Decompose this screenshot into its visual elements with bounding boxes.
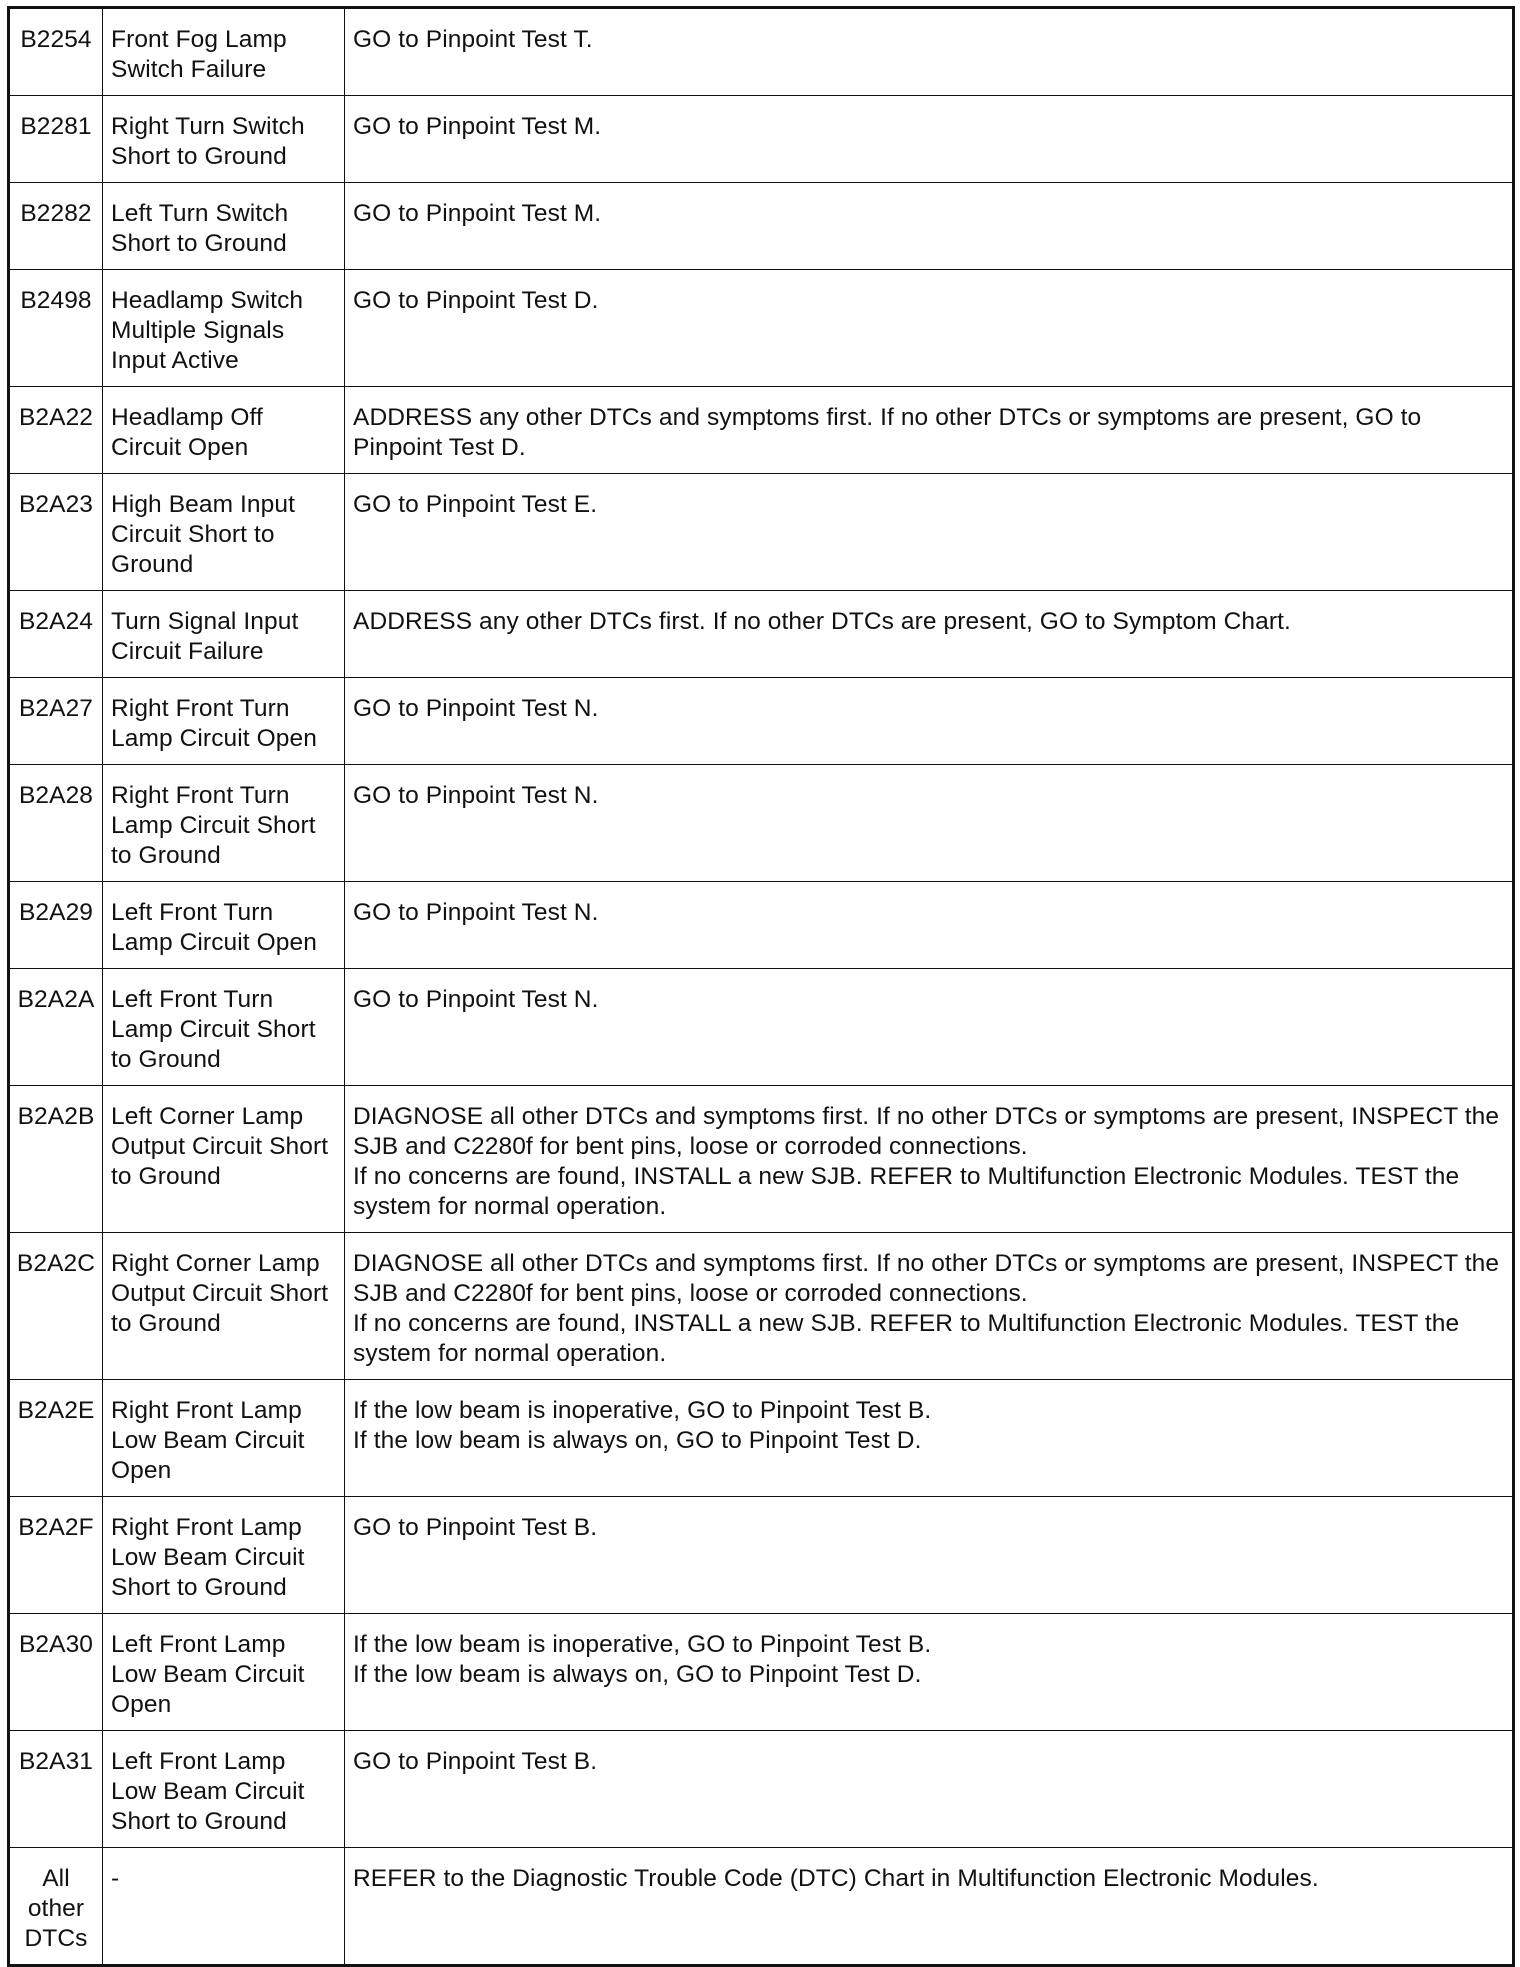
dtc-action-cell: [345, 1233, 1514, 1380]
dtc-action-cell: [345, 1731, 1514, 1848]
dtc-code-cell: B2281: [9, 96, 103, 183]
dtc-code-cell: B2A27: [9, 678, 103, 765]
dtc-description-cell: Right Front Lamp Low Beam Circuit Open: [103, 1380, 345, 1497]
dtc-description-cell: Left Front Lamp Low Beam Circuit Open: [103, 1614, 345, 1731]
dtc-action-cell: [345, 678, 1514, 765]
dtc-action-cell: [345, 969, 1514, 1086]
dtc-description-cell: Headlamp Off Circuit Open: [103, 387, 345, 474]
dtc-action-cell: [345, 183, 1514, 270]
table-row: [9, 1731, 1514, 1848]
table-row: [9, 1497, 1514, 1614]
dtc-code-cell: B2498: [9, 270, 103, 387]
dtc-code-cell: B2A30: [9, 1614, 103, 1731]
action-line: GO to Pinpoint Test B.: [353, 1748, 598, 1775]
action-line: ADDRESS any other DTCs and symptoms first. If no other DTCs or symptoms are present, GO to Pinpoint Test D.: [353, 404, 1422, 461]
dtc-code-cell: B2A2C: [9, 1233, 103, 1380]
action-line: GO to Pinpoint Test T.: [353, 26, 593, 53]
dtc-code-cell: B2A2A: [9, 969, 103, 1086]
dtc-description-cell: -: [103, 1848, 345, 1966]
action-line: DIAGNOSE all other DTCs and symptoms first. If no other DTCs or symptoms are present, INSPECT the SJB and C2280f for bent pins, loose or corroded connections.: [353, 1250, 1500, 1307]
table-row: [9, 183, 1514, 270]
table-row: [9, 270, 1514, 387]
action-line: If no concerns are found, INSTALL a new SJB. REFER to Multifunction Electronic Modules. TEST the system for normal operation.: [353, 1310, 1460, 1367]
dtc-description-cell: Front Fog Lamp Switch Failure: [103, 8, 345, 96]
table-row: [9, 96, 1514, 183]
action-line: If no concerns are found, INSTALL a new SJB. REFER to Multifunction Electronic Modules. TEST the system for normal operation.: [353, 1163, 1460, 1220]
table-row: [9, 1614, 1514, 1731]
table-row: [9, 387, 1514, 474]
action-line: GO to Pinpoint Test E.: [353, 491, 598, 518]
dtc-code-cell: B2A31: [9, 1731, 103, 1848]
dtc-action-cell: [345, 8, 1514, 96]
dtc-description-cell: Left Corner Lamp Output Circuit Short to Ground: [103, 1086, 345, 1233]
table-row: [9, 1086, 1514, 1233]
dtc-action-cell: [345, 96, 1514, 183]
table-row: [9, 765, 1514, 882]
action-line: If the low beam is inoperative, GO to Pinpoint Test B.: [353, 1631, 932, 1658]
dtc-code-cell: B2A24: [9, 591, 103, 678]
dtc-action-cell: [345, 591, 1514, 678]
action-line: DIAGNOSE all other DTCs and symptoms first. If no other DTCs or symptoms are present, INSPECT the SJB and C2280f for bent pins, loose or corroded connections.: [353, 1103, 1500, 1160]
dtc-description-cell: High Beam Input Circuit Short to Ground: [103, 474, 345, 591]
action-line: GO to Pinpoint Test M.: [353, 113, 602, 140]
dtc-description-cell: Headlamp Switch Multiple Signals Input Active: [103, 270, 345, 387]
dtc-code-cell: B2282: [9, 183, 103, 270]
dtc-action-cell: [345, 1848, 1514, 1966]
table-row: [9, 678, 1514, 765]
dtc-code-cell: B2A23: [9, 474, 103, 591]
action-line: GO to Pinpoint Test M.: [353, 200, 602, 227]
table-row: [9, 969, 1514, 1086]
dtc-description-cell: Left Front Lamp Low Beam Circuit Short to Ground: [103, 1731, 345, 1848]
dtc-action-cell: [345, 1614, 1514, 1731]
dtc-description-cell: Right Front Turn Lamp Circuit Short to Ground: [103, 765, 345, 882]
table-row: [9, 474, 1514, 591]
dtc-action-cell: [345, 270, 1514, 387]
dtc-action-cell: [345, 1086, 1514, 1233]
dtc-table: [7, 6, 1515, 1967]
action-line: GO to Pinpoint Test N.: [353, 986, 599, 1013]
dtc-description-cell: Left Turn Switch Short to Ground: [103, 183, 345, 270]
dtc-code-cell: B2A29: [9, 882, 103, 969]
table-row: [9, 882, 1514, 969]
action-line: If the low beam is always on, GO to Pinpoint Test D.: [353, 1427, 922, 1454]
action-line: ADDRESS any other DTCs first. If no other DTCs are present, GO to Symptom Chart.: [353, 608, 1291, 635]
action-line: GO to Pinpoint Test N.: [353, 899, 599, 926]
dtc-code-cell: B2A2B: [9, 1086, 103, 1233]
dtc-action-cell: [345, 1497, 1514, 1614]
dtc-table-body: [9, 8, 1514, 1966]
dtc-description-cell: Right Front Turn Lamp Circuit Open: [103, 678, 345, 765]
action-line: GO to Pinpoint Test B.: [353, 1514, 598, 1541]
dtc-description-cell: Left Front Turn Lamp Circuit Short to Ground: [103, 969, 345, 1086]
action-line: GO to Pinpoint Test D.: [353, 287, 599, 314]
dtc-description-cell: Right Front Lamp Low Beam Circuit Short to Ground: [103, 1497, 345, 1614]
dtc-code-cell: B2A28: [9, 765, 103, 882]
dtc-action-cell: [345, 474, 1514, 591]
dtc-action-cell: [345, 387, 1514, 474]
dtc-description-cell: Right Corner Lamp Output Circuit Short to Ground: [103, 1233, 345, 1380]
action-line: If the low beam is inoperative, GO to Pinpoint Test B.: [353, 1397, 932, 1424]
dtc-description-cell: Turn Signal Input Circuit Failure: [103, 591, 345, 678]
dtc-code-cell: B2254: [9, 8, 103, 96]
dtc-action-cell: [345, 882, 1514, 969]
dtc-description-cell: Left Front Turn Lamp Circuit Open: [103, 882, 345, 969]
table-row: [9, 1233, 1514, 1380]
dtc-action-cell: [345, 765, 1514, 882]
action-line: REFER to the Diagnostic Trouble Code (DTC) Chart in Multifunction Electronic Modules.: [353, 1865, 1319, 1892]
table-row: [9, 1380, 1514, 1497]
dtc-code-cell: All other DTCs: [9, 1848, 103, 1966]
dtc-code-cell: B2A2E: [9, 1380, 103, 1497]
dtc-code-cell: B2A22: [9, 387, 103, 474]
table-row: [9, 1848, 1514, 1966]
dtc-code-cell: B2A2F: [9, 1497, 103, 1614]
dtc-description-cell: Right Turn Switch Short to Ground: [103, 96, 345, 183]
dtc-action-cell: [345, 1380, 1514, 1497]
action-line: GO to Pinpoint Test N.: [353, 695, 599, 722]
table-row: [9, 8, 1514, 96]
action-line: If the low beam is always on, GO to Pinpoint Test D.: [353, 1661, 922, 1688]
table-row: [9, 591, 1514, 678]
action-line: GO to Pinpoint Test N.: [353, 782, 599, 809]
